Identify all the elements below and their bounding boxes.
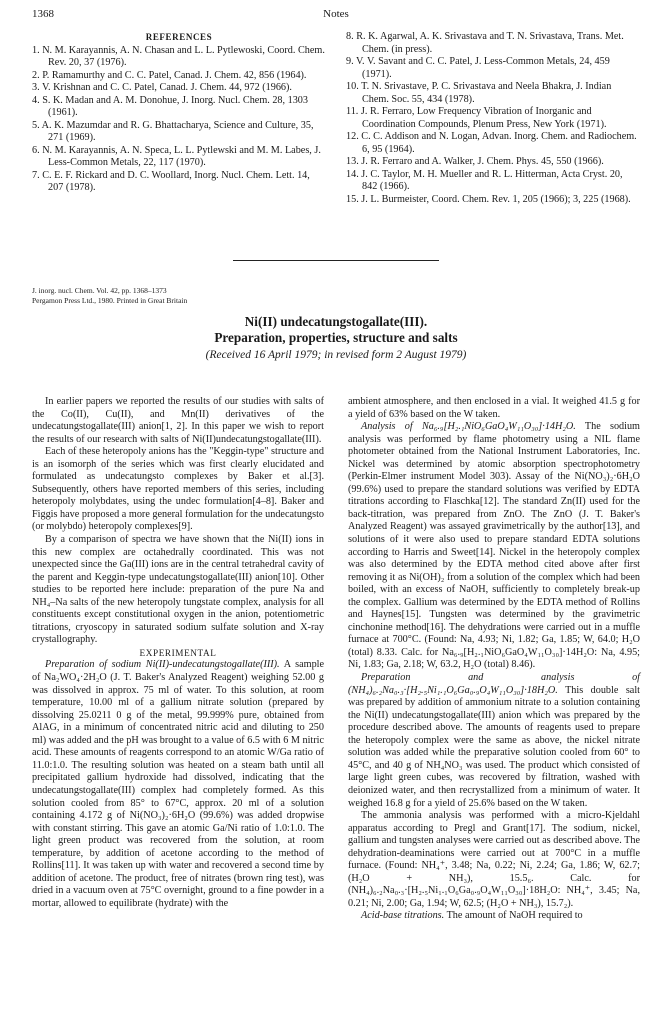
reference-item: 2. P. Ramamurthy and C. C. Patel, Canad. J. Chem. 42, 856 (1964). xyxy=(32,69,307,81)
paragraph-lead: Analysis of Na₆.₉[H₂.₁NiO₆GaO₄W₁₁O₃₀]·14H₂O. xyxy=(361,421,576,433)
reference-item: 6. N. M. Karayannis, A. N. Speca, L. L. Pytlewski and M. M. Labes, J. Less-Common Metals, 22, 117 (1970). xyxy=(32,144,321,168)
publisher-line: Pergamon Press Ltd., 1980. Printed in Great Britain xyxy=(32,296,188,305)
paragraph-lead: Acid-base titrations. xyxy=(361,910,445,922)
paragraph-lead: Preparation of sodium Ni(II)-undecatungstogallate(III). xyxy=(45,659,280,671)
references-right-column xyxy=(346,31,640,206)
reference-item: 11. J. R. Ferraro, Low Frequency Vibration of Inorganic and Coordination Compounds, Plenum Press, New York (1971). xyxy=(346,106,607,130)
paragraph-lead: Preparation and analysis of (NH₄)₆.₂Na₀.₃·[H₂.₅Ni₁.₁O₆Ga₀.₉O₄W₁₁O₃₀]·18H₂O. xyxy=(348,672,640,696)
reference-item: 3. V. Krishnan and C. C. Patel, Canad. J. Chem. 44, 972 (1966). xyxy=(32,82,292,93)
section-divider xyxy=(233,260,439,261)
paragraph: The ammonia analysis was performed with a micro-Kjeldahl apparatus according to Pregl and Grant[17]. The sodium, nickel, gallium and tungsten analyses were carried out as described above. The dehydration-deaminations were carried out at 700°C in a muffle furnace. (Found: NH₄⁺, 3.48; Na, 0.22; Ni, 2.24; Ga, 1.86; W, 62.7; (H₂O + NH₃), 15.5₆. Calc. for (NH₄)₆.₂Na₀.₃·[H₂.₅Ni₁.₁O₆Ga₀.₉O₄W₁₁O₃₀]·18H₂O: NH₄⁺, 3.45; Na, 0.21; Ni, 2.00; Ga, 1.94; W, 62.5; (H₂O + NH₃), 15.7₂). xyxy=(348,810,640,909)
article-subtitle: Preparation, properties, structure and salts xyxy=(214,330,458,345)
references-heading: REFERENCES xyxy=(145,32,213,42)
paragraph: In earlier papers we reported the results of our studies with salts of the Co(II), Cu(II), and Mn(II) derivatives of the undecatungstogallate(III) anion[1, 2]. In this paper we wish to report the results of our research with salts of Ni(II)undecatungstogallate(III). xyxy=(32,396,324,445)
received-text: (Received 16 April 1979; in revised form 2 August 1979) xyxy=(205,349,467,361)
received-dates xyxy=(0,349,672,361)
paragraph xyxy=(348,910,640,923)
paragraph xyxy=(32,659,324,910)
paragraph-text: The sodium analysis was performed by flame photometry using a NIL flame photometer obtained from the National Instrument Laboratories, Inc. Nickel was determined by atomic absorption spectrophotometry (Perkin-Elmer instrument Model 303). Assay of the Ni(NO₃)₂·6H₂O (99.6%) used to prepare the standard solutions was verified by EDTA titrations according to Flaschka[12]. The standard Zn(II) used for the back-titration, was prepared from ZnO. The ZnO (J. T. Baker's Analyzed Reagent) was assayed gravimetrically by the author[13], and solutions of it were also used to prepare standard EDTA solutions according to Harris and Sweet[14]. Nickel in the heteropoly complex was also determined by the EDTA method cited above after first removing it as Ni(OH)₂ from a solution of the complex which had been boiled, with an excess of NaOH, sufficiently to completely break-up the complex. Gallium was determined by the EDTA method of Rollins and Haynes[15]. Tungsten was determined by the gravimetric cinchonine method[16]. The dehydrations were carried out in a muffle furnace at 700°C. (Found: Na, 4.93; Ni, 1.82; Ga, 1.85; W, 64.0; H₂O (total) 8.33. Calc. for Na₆.₉[H₂.₁NiO₆GaO₄W₁₁O₃₀]·14H₂O: Na, 4.95; Ni, 1.83; Ga, 2.18; W, 63.2, H₂O (total) 8.46). xyxy=(348,421,640,671)
reference-item: 1. N. M. Karayannis, A. N. Chasan and L. L. Pytlewoski, Coord. Chem. Rev. 20, 37 (1976). xyxy=(32,44,325,68)
right-text-column xyxy=(348,396,640,923)
reference-item: 4. S. K. Madan and A. M. Donohue, J. Inorg. Nucl. Chem. 28, 1303 (1961). xyxy=(32,94,308,118)
reference-item: 12. C. C. Addison and N. Logan, Advan. Inorg. Chem. and Radiochem. 6, 95 (1964). xyxy=(346,131,637,155)
paragraph-text: A sample of Na₂WO₄·2H₂O (J. T. Baker's Analyzed Reagent) weighing 52.00 g was dissolved in approx. 75 ml of water. To this solution, at room temperature, 10.00 ml of a gallium nitrate solution (prepared by dissolving 25.0211 0 g of the metal, 99.999% pure, obtained from AlAG, in a minimum of concentrated nitric acid and diluting to 250 ml) was added and the pH was brought to a value of 6.5 with 6 M nitric acid. These amounts of reagents correspond to an atomic W/Ga ratio of 11.0:1.0. The resulting solution was heated on a steam bath until all precipitated gallium hydroxide had dissolved, indicating that the undecatungstogallate(III) complex had completely formed. As this solution cooled from 85° to 67°C, approx. 20 ml of a solution containing 4.172 g of Ni(NO₃)₂·6H₂O (99.6%) was added dropwise with constant stirring. This gave an atomic Ga/Ni ratio of 1.0:1.0. The light green product was recovered from the solution, at room temperature, by addition of acetone according to the method of Rollins[11]. It was taken up with water and recovered a second time by addition of acetone. The product, free of nitrates (brown ring test), was dried in a vacuum oven at 75°C overnight, ground to a fine powder in a mortar, allowed to equilibrate (hydrate) with the xyxy=(32,659,325,909)
page-number: 1368 xyxy=(32,8,54,20)
left-text-column xyxy=(32,396,324,910)
article-title: Ni(II) undecatungstogallate(III). xyxy=(244,314,428,329)
paragraph: ambient atmosphere, and then enclosed in a vial. It weighed 41.5 g for a yield of 63% based on the W taken. xyxy=(348,396,640,420)
running-title: Notes xyxy=(323,8,349,20)
paragraph xyxy=(348,672,640,810)
article-body xyxy=(32,396,640,1012)
paragraph-text: This double salt was prepared by addition of ammonium nitrate to a solution containing the Ni(II) undecatungstogallate(III) anion which was prepared by the procedure described above. The amounts of reagents used to prepare the heteropoly complex were the same as above, the nickel nitrate solution was added while the preparative solution cooled from 60° to 45°C, and 40 g of NH₄NO₃ was used. The product which consisted of large light green cubes, was recovered by filtration, washed with deionized water, and then recrystallized from a minimum of water. It weighed 16.8 g for a yield of 25.6% based on the W taken. xyxy=(348,684,640,809)
reference-item: 8. R. K. Agarwal, A. K. Srivastava and T. N. Srivastava, Trans. Met. Chem. (in press). xyxy=(346,31,624,55)
reference-item: 13. J. R. Ferraro and A. Walker, J. Chem. Phys. 45, 550 (1966). xyxy=(346,156,604,167)
section-heading-experimental: EXPERIMENTAL xyxy=(139,647,217,658)
reference-item: 7. C. E. F. Rickard and D. C. Woollard, Inorg. Nucl. Chem. Lett. 14, 207 (1978). xyxy=(32,169,310,193)
reference-item: 10. T. N. Srivastave, P. C. Srivastava and Neela Bhakra, J. Indian Chem. Soc. 55, 434 (1978). xyxy=(346,81,612,105)
paragraph: By a comparison of spectra we have shown that the Ni(II) ions in this new complex are octahedrally coordinated. This was not unexpected since the Ga(III) ions are in the central tetrahedral cavity of the parent and Keggin-type undecatungstogallate(III) anion[10]. Other studies to be reported here include: preparation of the pure Na and NH₄–Na salts of the new heteropoly tungstate complex, analysis for all constituents except constitutional oxygen in the anion, potentiometric titrations, cryoscopy in saturated sodium sulfate solution and X-ray crystallography. xyxy=(32,534,324,646)
reference-item: 15. J. L. Burmeister, Coord. Chem. Rev. 1, 205 (1966); 3, 225 (1968). xyxy=(346,193,631,205)
references-left-column xyxy=(32,31,326,195)
paragraph-text: The amount of NaOH required to xyxy=(446,910,583,922)
reference-item: 5. A. K. Mazumdar and R. G. Bhattacharya, Science and Culture, 35, 271 (1969). xyxy=(32,119,314,143)
paragraph: Each of these heteropoly anions has the "Keggin-type" structure and is an isomorph of the series which was first clearly elucidated and formulated as undecatungsto complexes by Baker et al.[3]. Subsequently, others have reported members of this series, including heteropoly molybdates, using the undec formulation[4–8]. Baker and Figgis have proposed a more general formulation for the undecatungsto (or molybdo) heteropoly complexes[9]. xyxy=(32,446,324,533)
reference-item: 14. J. C. Taylor, M. H. Mueller and R. L. Hitterman, Acta Cryst. 20, 842 (1966). xyxy=(346,168,623,192)
paragraph xyxy=(348,421,640,672)
reference-item: 9. V. V. Savant and C. C. Patel, J. Less-Common Metals, 24, 459 (1971). xyxy=(346,56,610,80)
journal-citation: J. inorg. nucl. Chem. Vol. 42, pp. 1368–1373 xyxy=(32,286,167,295)
